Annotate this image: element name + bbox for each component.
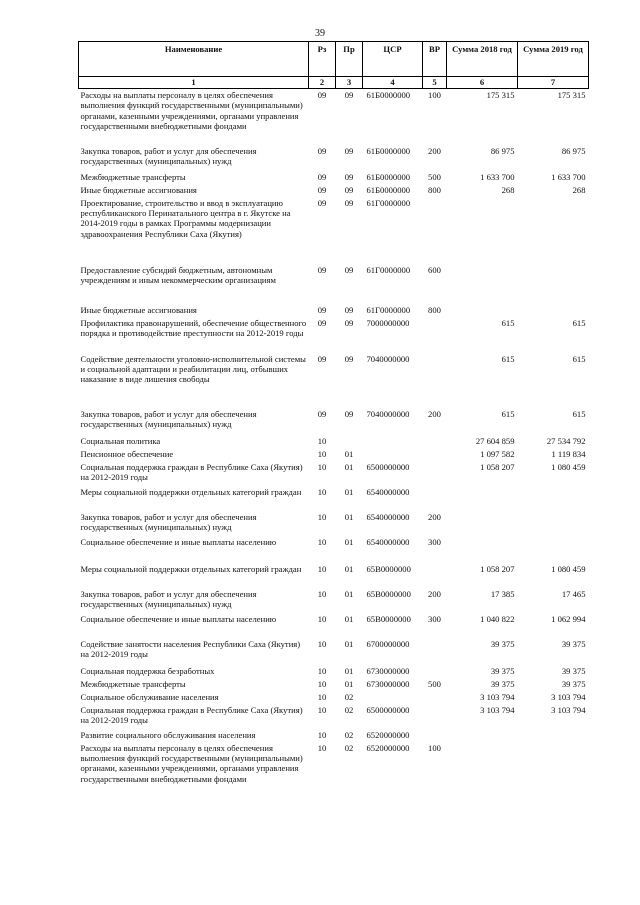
row-name: Межбюджетные трансферты — [80, 171, 186, 182]
row-vr — [423, 449, 447, 462]
table-row — [79, 639, 589, 666]
row-sum-2019: 3 103 794 — [551, 704, 586, 715]
row-pr: 09 — [344, 90, 354, 100]
table-row — [79, 198, 589, 265]
row-rz: 09 — [317, 264, 327, 275]
header-vr: ВР — [423, 42, 447, 77]
row-pr: 09 — [344, 145, 354, 156]
row-vr: 600 — [428, 264, 441, 275]
header-csr: ЦСР — [363, 42, 423, 77]
row-sum-2018 — [447, 265, 518, 305]
row-vr: 200 — [428, 511, 441, 522]
header-pr: Пр — [336, 42, 363, 77]
row-rz: 10 — [317, 588, 327, 599]
row-rz: 09 — [317, 317, 327, 328]
row-sum-2018: 1 058 207 — [480, 563, 515, 574]
row-sum-2019: 1 062 994 — [551, 613, 586, 624]
table-row — [79, 614, 589, 639]
header-number: 4 — [363, 77, 423, 89]
row-sum-2018: 1 097 582 — [480, 448, 515, 459]
row-pr: 09 — [344, 197, 354, 208]
row-name: Пенсионное обеспечение — [80, 448, 174, 459]
row-sum-2019: 1 119 834 — [551, 448, 586, 459]
row-rz: 09 — [317, 353, 327, 364]
row-pr: 09 — [344, 353, 354, 364]
row-name: Социальная поддержка безработных — [80, 665, 215, 676]
row-vr — [423, 564, 447, 589]
row-name: Расходы на выплаты персоналу в целях обеспечения выполнения функций государственными (муниципальными) органами, казенными учреждениями, органами управления государственными внебюджетными фондами — [80, 742, 303, 784]
row-vr — [423, 487, 447, 512]
header-number: 6 — [447, 77, 518, 89]
row-pr: 01 — [344, 511, 354, 522]
row-sum-2018: 615 — [501, 353, 515, 364]
row-sum-2018 — [447, 537, 518, 564]
row-vr: 500 — [428, 678, 441, 689]
table-row — [79, 172, 589, 185]
row-name: Иные бюджетные ассигнования — [80, 184, 197, 195]
row-name: Закупка товаров, работ и услуг для обеспечения государственных (муниципальных) нужд — [80, 511, 257, 532]
row-pr — [336, 436, 363, 449]
row-pr: 01 — [344, 588, 354, 599]
row-name: Социальная поддержка граждан в Республике Саха (Якутия) на 2012-2019 годы — [80, 704, 303, 725]
row-vr: 500 — [428, 171, 441, 182]
row-rz: 09 — [317, 184, 327, 195]
row-rz: 09 — [317, 90, 327, 100]
row-csr: 6540000000 — [366, 511, 410, 522]
table-row — [79, 318, 589, 354]
table-row — [79, 564, 589, 589]
row-sum-2018: 27 604 859 — [475, 435, 515, 446]
header-rz: Рз — [309, 42, 336, 77]
row-csr: 61Б0000000 — [366, 145, 411, 156]
row-name: Иные бюджетные ассигнования — [80, 304, 197, 315]
row-pr: 01 — [344, 638, 354, 649]
row-rz: 10 — [317, 638, 327, 649]
table-row — [79, 666, 589, 679]
header-number: 7 — [518, 77, 589, 89]
row-name: Содействие деятельности уголовно-исполнительной системы и социальной адаптации и реабилитации лиц, отбывших наказание в виде лишения свободы — [80, 353, 306, 385]
row-sum-2018: 39 375 — [490, 665, 515, 676]
table-row — [79, 89, 589, 146]
row-rz: 09 — [317, 408, 327, 419]
row-csr: 6500000000 — [366, 704, 410, 715]
row-pr: 01 — [344, 563, 354, 574]
row-name: Социальное обеспечение и иные выплаты населению — [80, 613, 277, 624]
row-sum-2018: 1 058 207 — [480, 461, 515, 472]
row-sum-2019 — [518, 198, 589, 265]
table-row — [79, 679, 589, 692]
row-vr — [423, 462, 447, 487]
row-pr: 09 — [344, 408, 354, 419]
table-row — [79, 185, 589, 198]
row-csr — [363, 436, 423, 449]
row-rz: 10 — [317, 461, 327, 472]
row-name: Закупка товаров, работ и услуг для обеспечения государственных (муниципальных) нужд — [80, 588, 257, 609]
row-sum-2019: 1 633 700 — [551, 171, 586, 182]
row-csr: 7000000000 — [366, 317, 410, 328]
table-row — [79, 436, 589, 449]
row-vr — [423, 318, 447, 354]
row-rz: 10 — [317, 729, 327, 740]
row-pr: 09 — [344, 304, 354, 315]
row-pr: 01 — [344, 448, 354, 459]
table-row — [79, 354, 589, 409]
row-vr: 200 — [428, 408, 441, 419]
row-csr: 6700000000 — [366, 638, 410, 649]
table-row — [79, 743, 589, 800]
row-sum-2019 — [518, 730, 589, 743]
row-csr: 6500000000 — [366, 461, 410, 472]
row-sum-2019: 3 103 794 — [551, 691, 586, 702]
row-csr: 6540000000 — [366, 486, 410, 497]
header-number: 3 — [336, 77, 363, 89]
row-sum-2019: 17 465 — [561, 588, 586, 599]
row-sum-2018: 268 — [501, 184, 515, 195]
row-pr: 02 — [344, 742, 354, 753]
row-sum-2019: 615 — [572, 353, 586, 364]
row-sum-2019: 1 080 459 — [551, 461, 586, 472]
row-pr: 01 — [344, 461, 354, 472]
row-sum-2018: 39 375 — [490, 638, 515, 649]
row-sum-2019: 1 080 459 — [551, 563, 586, 574]
row-name: Закупка товаров, работ и услуг для обеспечения государственных (муниципальных) нужд — [80, 408, 257, 429]
row-sum-2018: 615 — [501, 317, 515, 328]
header-sum-2019: Сумма 2019 год — [518, 42, 589, 77]
table-row — [79, 146, 589, 172]
row-sum-2019 — [518, 743, 589, 800]
row-csr: 61Б0000000 — [366, 171, 411, 182]
row-rz: 09 — [317, 304, 327, 315]
row-sum-2019: 39 375 — [561, 678, 586, 689]
row-rz: 10 — [317, 742, 327, 753]
table-row — [79, 265, 589, 305]
row-vr — [423, 354, 447, 409]
row-vr — [423, 666, 447, 679]
row-sum-2019 — [518, 512, 589, 537]
row-pr: 09 — [344, 264, 354, 275]
row-sum-2018: 3 103 794 — [480, 704, 515, 715]
table-row — [79, 449, 589, 462]
row-sum-2019 — [518, 537, 589, 564]
row-name: Социальная политика — [80, 435, 161, 446]
row-rz: 10 — [317, 613, 327, 624]
row-sum-2018: 3 103 794 — [480, 691, 515, 702]
header-number: 5 — [423, 77, 447, 89]
row-sum-2019 — [518, 487, 589, 512]
row-vr: 100 — [428, 90, 441, 100]
row-sum-2018: 175 315 — [486, 90, 515, 100]
row-sum-2018: 39 375 — [490, 678, 515, 689]
row-name: Расходы на выплаты персоналу в целях обеспечения выполнения функций государственными (муниципальными) органами, казенными учреждениями, органами управления государственными внебюджетными фондами — [80, 90, 303, 132]
row-pr: 09 — [344, 317, 354, 328]
header-name: Наименование — [79, 42, 309, 77]
table-row — [79, 589, 589, 614]
row-name: Социальное обслуживание населения — [80, 691, 219, 702]
row-csr — [363, 449, 423, 462]
row-pr: 09 — [344, 171, 354, 182]
row-csr: 65В0000000 — [366, 588, 411, 599]
row-vr — [423, 705, 447, 730]
table-body — [79, 89, 589, 800]
row-csr: 65В0000000 — [366, 613, 411, 624]
row-sum-2018: 1 040 822 — [480, 613, 515, 624]
row-sum-2019: 615 — [572, 408, 586, 419]
row-name: Меры социальной поддержки отдельных категорий граждан — [80, 563, 302, 574]
table-row — [79, 537, 589, 564]
row-vr: 200 — [428, 588, 441, 599]
row-rz: 10 — [317, 486, 327, 497]
row-csr: 61Б0000000 — [366, 184, 411, 195]
row-rz: 10 — [317, 704, 327, 715]
table-row — [79, 487, 589, 512]
row-vr: 300 — [428, 536, 441, 547]
row-rz: 10 — [317, 691, 327, 702]
row-pr: 01 — [344, 536, 354, 547]
row-sum-2018: 17 385 — [490, 588, 515, 599]
row-sum-2018 — [447, 198, 518, 265]
row-name: Межбюджетные трансферты — [80, 678, 186, 689]
row-csr: 7040000000 — [366, 353, 410, 364]
row-vr: 800 — [428, 184, 441, 195]
row-rz: 10 — [317, 448, 327, 459]
row-sum-2018 — [447, 743, 518, 800]
row-sum-2018 — [447, 305, 518, 318]
row-rz: 09 — [317, 197, 327, 208]
table-row — [79, 409, 589, 436]
row-name: Закупка товаров, работ и услуг для обеспечения государственных (муниципальных) нужд — [80, 145, 257, 166]
row-sum-2019 — [518, 265, 589, 305]
row-name: Меры социальной поддержки отдельных категорий граждан — [80, 486, 302, 497]
row-pr: 02 — [344, 729, 354, 740]
row-csr — [363, 692, 423, 705]
table-row — [79, 692, 589, 705]
row-sum-2018: 86 975 — [490, 145, 515, 156]
row-name: Проектирование, строительство и ввод в эксплуатацию республиканского Перинатального центра в г. Якутске на 2014-2019 годы в рамках Программы модернизации здравоохранения Республики Саха (Якутия) — [80, 197, 291, 239]
row-pr: 01 — [344, 613, 354, 624]
row-csr: 65В0000000 — [366, 563, 411, 574]
row-vr — [423, 436, 447, 449]
row-rz: 09 — [317, 145, 327, 156]
row-vr: 100 — [428, 742, 441, 753]
row-vr: 300 — [428, 613, 441, 624]
header-number: 2 — [309, 77, 336, 89]
row-sum-2019: 615 — [572, 317, 586, 328]
row-sum-2019: 268 — [572, 184, 586, 195]
row-csr: 6540000000 — [366, 536, 410, 547]
header-sum-2018: Сумма 2018 год — [447, 42, 518, 77]
row-rz: 10 — [317, 536, 327, 547]
row-csr: 6520000000 — [366, 729, 410, 740]
table-row — [79, 512, 589, 537]
row-vr — [423, 730, 447, 743]
row-sum-2019 — [518, 305, 589, 318]
budget-table — [78, 41, 589, 800]
row-name: Развитие социального обслуживания населения — [80, 729, 256, 740]
row-csr: 61Г0000000 — [366, 264, 411, 275]
row-csr: 6730000000 — [366, 665, 410, 676]
row-vr — [423, 639, 447, 666]
row-name: Предоставление субсидий бюджетным, автономным учреждениям и иным некоммерческим организациям — [80, 264, 276, 285]
row-csr: 61Г0000000 — [366, 304, 411, 315]
row-sum-2018 — [447, 512, 518, 537]
table-row — [79, 730, 589, 743]
row-name: Социальная поддержка граждан в Республике Саха (Якутия) на 2012-2019 годы — [80, 461, 303, 482]
row-sum-2018 — [447, 487, 518, 512]
row-rz: 09 — [317, 171, 327, 182]
row-pr: 01 — [344, 486, 354, 497]
row-pr: 01 — [344, 678, 354, 689]
row-sum-2019: 175 315 — [557, 90, 586, 100]
row-rz: 10 — [317, 511, 327, 522]
table-header — [79, 42, 589, 89]
table-row — [79, 705, 589, 730]
row-name: Социальное обеспечение и иные выплаты населению — [80, 536, 277, 547]
row-sum-2019: 86 975 — [561, 145, 586, 156]
table-row — [79, 462, 589, 487]
row-csr: 6520000000 — [366, 742, 410, 753]
row-rz: 10 — [317, 678, 327, 689]
row-pr: 02 — [344, 704, 354, 715]
row-vr: 800 — [428, 304, 441, 315]
row-csr: 61Г0000000 — [366, 197, 411, 208]
row-sum-2018 — [447, 730, 518, 743]
row-rz: 10 — [317, 563, 327, 574]
row-pr: 02 — [344, 691, 354, 702]
row-csr: 6730000000 — [366, 678, 410, 689]
row-pr: 09 — [344, 184, 354, 195]
row-sum-2019: 39 375 — [561, 665, 586, 676]
row-pr: 01 — [344, 665, 354, 676]
row-sum-2018: 1 633 700 — [480, 171, 515, 182]
row-vr — [423, 692, 447, 705]
row-sum-2019: 39 375 — [561, 638, 586, 649]
row-rz: 10 — [317, 435, 327, 446]
row-sum-2018: 615 — [501, 408, 515, 419]
header-number: 1 — [79, 77, 309, 89]
row-csr: 61Б0000000 — [366, 90, 411, 100]
row-name: Профилактика правонарушений, обеспечение общественного порядка и противодействие преступности на 2012-2019 годы — [80, 317, 307, 338]
row-sum-2019: 27 534 792 — [546, 435, 586, 446]
table-row — [79, 305, 589, 318]
row-vr — [423, 198, 447, 265]
page-number: 39 — [315, 28, 325, 39]
row-name: Содействие занятости населения Республики Саха (Якутия) на 2012-2019 годы — [80, 638, 301, 659]
row-rz: 10 — [317, 665, 327, 676]
row-csr: 7040000000 — [366, 408, 410, 419]
row-vr: 200 — [428, 145, 441, 156]
